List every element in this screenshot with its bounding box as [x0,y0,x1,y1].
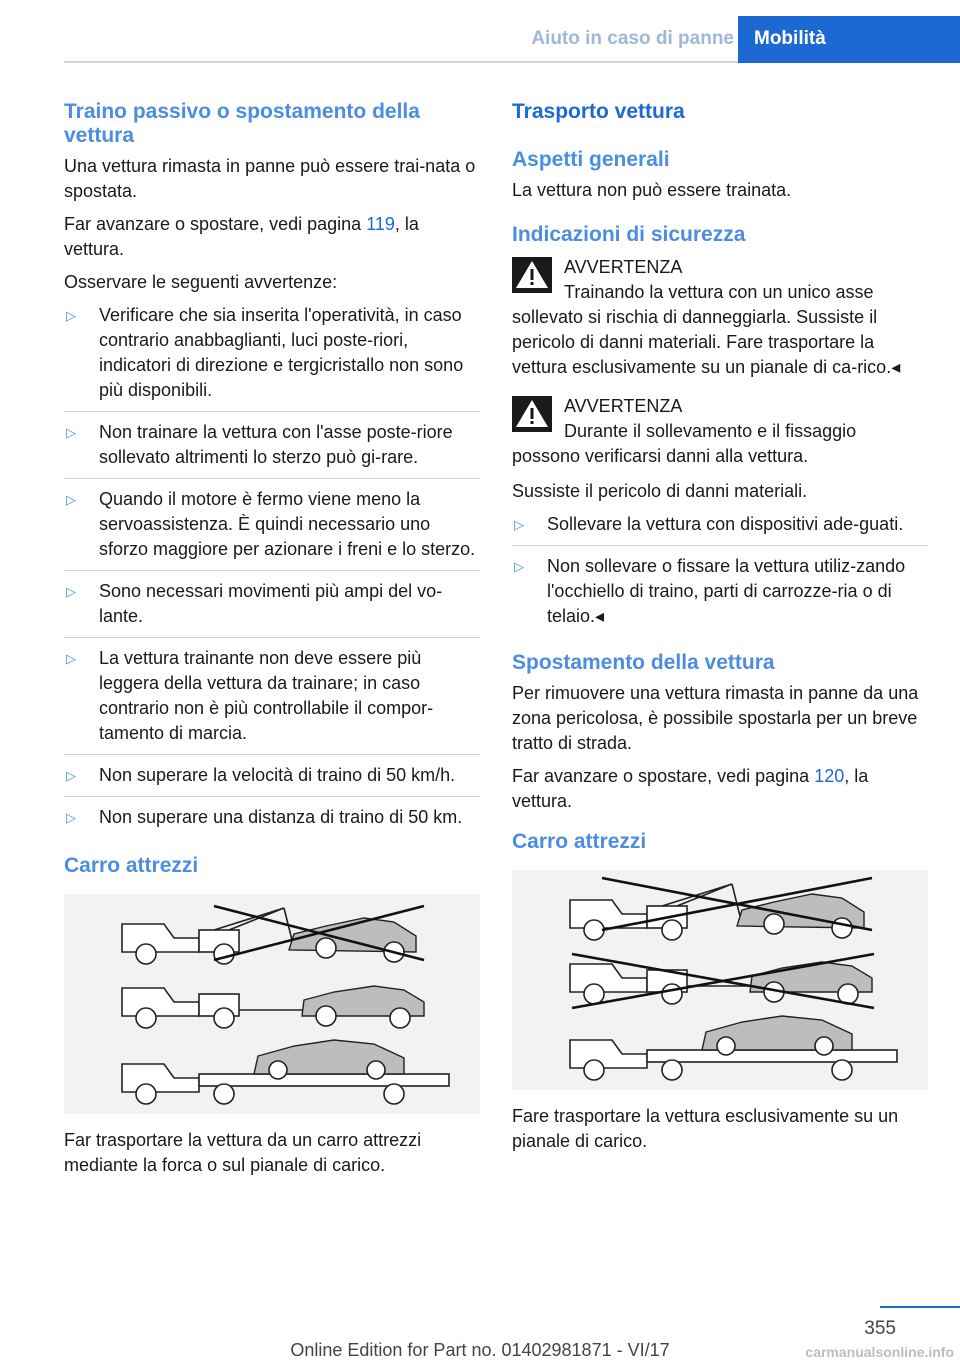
text: Far avanzare o spostare, vedi pagina [64,214,367,234]
right-column [512,100,928,1162]
paragraph: Osservare le seguenti avvertenze: [64,272,338,292]
list-item-text: Sollevare la vettura con dispositivi ade-guati. [547,514,904,534]
list-item-text: Non sollevare o fissare la vettura utiliz-zando l'occhiello di traino, parti di carrozze-ria o di telaio.◂ [547,556,906,626]
triangle-bullet-icon: ▷ [66,768,76,783]
warning-title: AVVERTENZA [564,396,683,416]
triangle-bullet-icon: ▷ [66,425,76,440]
tow-truck-illustration [512,870,928,1090]
list-item-text: Non superare la velocità di traino di 50 km/h. [99,765,456,785]
list-item [64,420,480,479]
warning-triangle-icon [512,257,552,293]
section-title-tow-truck: Carro attrezzi [512,830,647,853]
flatbed-vehicle [122,1040,449,1104]
triangle-bullet-icon: ▷ [66,810,76,825]
warning-triangle-icon [512,396,552,432]
page-link-120[interactable]: 120 [814,766,845,786]
figure-caption: Far trasportare la vettura da un carro attrezzi mediante la forca o sul pianale di carico. [64,1130,422,1175]
list-item [64,303,480,412]
header-chapter-tab[interactable]: Mobilità [738,16,960,63]
paragraph: Una vettura rimasta in panne può essere trai-nata o spostata. [64,156,476,201]
page-number: 355 [864,1318,896,1339]
paragraph-with-link [512,764,928,814]
left-column [64,100,480,1186]
fork-tow-vehicle [122,986,424,1028]
towing-warnings-list [64,303,480,838]
list-item [64,646,480,755]
fork-tow-vehicle [570,962,872,1004]
warning-text: Trainando la vettura con un unico asse sollevato si rischia di danneggiarla. Sussiste il pericolo di danni materiali. Fare trasportare la vettura esclusivamente su un pianale di ca-rico.◂ [512,282,901,377]
section-title-passive-towing: Traino passivo o spostamento della vettura [64,100,420,147]
flatbed-vehicle [570,1016,897,1080]
section-title-tow-truck: Carro attrezzi [64,854,199,877]
list-item [512,512,928,546]
triangle-bullet-icon: ▷ [66,308,76,323]
page-link-119[interactable]: 119 [366,214,395,234]
list-item-text: Non trainare la vettura con l'asse poste-riore sollevato altrimenti lo sterzo può gi-rare. [99,422,453,467]
list-item [64,579,480,638]
subsection-title-moving: Spostamento della vettura [512,651,775,674]
warning-block [512,255,928,380]
text: , la vettura. [64,214,419,259]
lifting-warnings-list [512,512,928,637]
list-item [64,805,480,838]
list-item-text: Sono necessari movimenti più ampi del vo-lante. [99,581,443,626]
subsection-title-safety: Indicazioni di sicurezza [512,223,746,246]
triangle-bullet-icon: ▷ [66,584,76,599]
list-item-text: Verificare che sia inserita l'operatività, in caso contrario anabbaglianti, luci poste-riori, indicatori di direzione e tergicristallo non sono più disponibili. [99,305,464,400]
edition-note: Online Edition for Part no. 01402981871 - VI/17 [290,1340,670,1360]
list-item [64,487,480,571]
list-item [64,763,480,797]
hook-tow-vehicle [570,884,864,940]
figure-caption: Fare trasportare la vettura esclusivamente su un pianale di carico. [512,1106,899,1151]
footer-rule [880,1306,960,1308]
tow-truck-illustration [64,894,480,1114]
text: Far avanzare o spostare, vedi pagina [512,766,815,786]
paragraph-with-link [64,212,480,262]
subsection-title-general: Aspetti generali [512,148,670,171]
text: , la vettura. [512,766,869,811]
triangle-bullet-icon: ▷ [66,492,76,507]
tow-methods-drawing [64,894,480,1114]
triangle-bullet-icon: ▷ [514,517,524,532]
list-item [512,554,928,637]
triangle-bullet-icon: ▷ [66,651,76,666]
warning-block [512,394,928,469]
paragraph: Per rimuovere una vettura rimasta in panne da una zona pericolosa, è possibile spostarla per un breve tratto di strada. [512,683,919,753]
header-section-title: Aiuto in caso di panne [531,28,734,49]
paragraph: La vettura non può essere trainata. [512,180,792,200]
list-item-text: La vettura trainante non deve essere più leggera della vettura da trainare; in caso contrario non è più controllabile il compor-tamento di marcia. [99,648,434,743]
list-item-text: Quando il motore è fermo viene meno la servoassistenza. È quindi necessario uno sforzo maggiore per azionare i freni e lo sterzo. [99,489,476,559]
hook-tow-vehicle [122,908,416,964]
paragraph: Sussiste il pericolo di danni materiali. [512,481,808,501]
list-item-text: Non superare una distanza di traino di 50 km. [99,807,463,827]
warning-title: AVVERTENZA [564,257,683,277]
section-title-vehicle-transport: Trasporto vettura [512,100,685,123]
warning-text: Durante il sollevamento e il fissaggio possono verificarsi danni alla vettura. [512,421,857,466]
tow-methods-drawing [512,870,928,1090]
watermark: carmanualsonline.info [805,1344,954,1360]
triangle-bullet-icon: ▷ [514,559,524,574]
